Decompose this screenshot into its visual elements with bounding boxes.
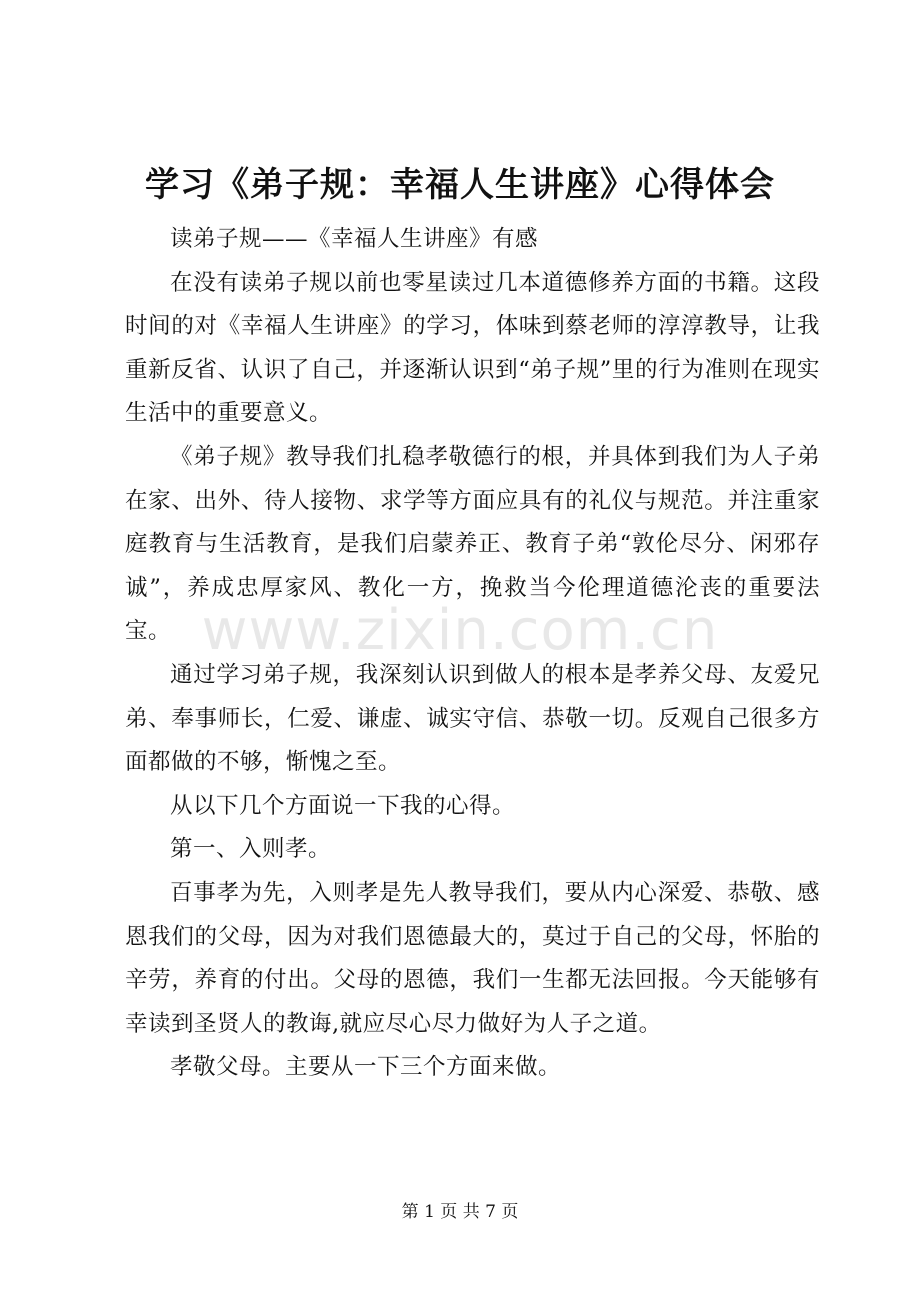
- body-paragraph: 通过学习弟子规，我深刻认识到做人的根本是孝养父母、友爱兄弟、奉事师长，仁爱、谦虚、诚实守信、恭敬一切。反观自己很多方面都做的不够，惭愧之至。: [125, 661, 820, 776]
- body-paragraph: 《弟子规》教导我们扎稳孝敬德行的根，并具体到我们为人子弟在家、出外、待人接物、求学等方面应具有的礼仪与规范。并注重家庭教育与生活教育，是我们启蒙养正、教育子弟“敦伦尽分、闲邪存诚”，养成忠厚家风、教化一方，挽救当今伦理道德沦丧的重要法宝。: [125, 443, 820, 645]
- body-paragraph: 孝敬父母。主要从一下三个方面来做。: [170, 1054, 562, 1081]
- body-paragraph: 从以下几个方面说一下我的心得。: [170, 792, 516, 819]
- section-heading: 第一、入则孝。: [170, 836, 332, 863]
- body-paragraph: 百事孝为先，入则孝是先人教导我们，要从内心深爱、恭敬、感恩我们的父母，因为对我们恩德最大的，莫过于自己的父母，怀胎的辛劳，养育的付出。父母的恩德，我们一生都无法回报。今天能够有幸读到圣贤人的教诲,就应尽心尽力做好为人子之道。: [125, 879, 820, 1037]
- subtitle-paragraph: 读弟子规——《幸福人生讲座》有感: [170, 226, 539, 252]
- document-body: [125, 218, 820, 1090]
- watermark-text: www.zixin.com.cn: [201, 598, 719, 663]
- page-footer: 第 1 页 共 7 页: [401, 1202, 519, 1222]
- body-paragraph: 在没有读弟子规以前也零星读过几本道德修养方面的书籍。这段时间的对《幸福人生讲座》的学习，体味到蔡老师的淳淳教导，让我重新反省、认识了自己，并逐渐认识到“弟子规”里的行为准则在现实生活中的重要意义。: [125, 269, 820, 427]
- document-title: 学习《弟子规：幸福人生讲座》心得体会: [145, 165, 775, 205]
